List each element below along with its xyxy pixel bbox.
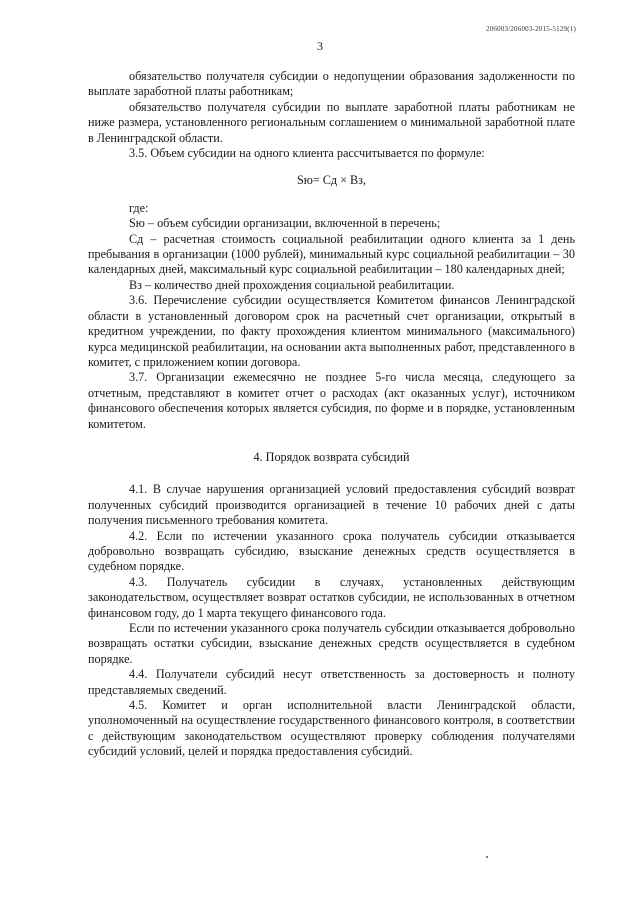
- paragraph-4-4: 4.4. Получатели субсидий несут ответственность за достоверность и полноту представляемых сведений.: [88, 667, 575, 697]
- subsidy-formula: Sю= Сд × Вз,: [296, 173, 367, 188]
- paragraph-4-3: 4.3. Получатель субсидии в случаях, установленных действующим законодательством, осуществляет возврат остатков субсидии, не использованных в отчетном финансовом году, до 1 марта текущего финансового года.: [88, 574, 575, 620]
- definition-v: Вз – количество дней прохождения социальной реабилитации.: [129, 277, 455, 292]
- paragraph-4-2: 4.2. Если по истечении указанного срока получатель субсидии отказывается добровольно возвращать субсидию, взыскание денежных средств осуществляется в судебном порядке.: [88, 528, 575, 574]
- paragraph-3-6: 3.6. Перечисление субсидии осуществляется Комитетом финансов Ленинградской области в установленный договором срок на расчетный счет организации, открытый в кредитном учреждении, по факту прохождения клиентом минимального (максимального) курса медицинской реабилитации, на основании акта выполненных работ, представленного в комитет, с приложением копии договора.: [88, 293, 575, 369]
- page-number: 3: [317, 39, 323, 53]
- document-id: 206003/206003-2015-5129(1): [486, 25, 576, 33]
- paragraph-4-1: 4.1. В случае нарушения организацией условий предоставления субсидий возврат полученных субсидий производится организацией в течение 10 рабочих дней с даты получения письменного требования комитета.: [88, 482, 575, 528]
- scan-speck: [486, 856, 488, 858]
- definition-c: Сд – расчетная стоимость социальной реабилитации одного клиента за 1 день пребывания в организации (1000 рублей), минимальный курс социальной реабилитации – 30 календарных дней, максимальный курс социальной реабилитации – 180 календарных дней;: [88, 231, 575, 277]
- section-heading-4: 4. Порядок возврата субсидий: [253, 449, 410, 464]
- paragraph-obligation-debt: обязательство получателя субсидии о недопущении образования задолженности по выплате заработной платы работникам;: [88, 69, 575, 99]
- paragraph-where: где:: [129, 200, 149, 215]
- paragraph-3-5: 3.5. Объем субсидии на одного клиента рассчитывается по формуле:: [129, 146, 485, 161]
- paragraph-4-3-cont: Если по истечении указанного срока получатель субсидии отказывается добровольно возвращать остатки субсидии, взыскание денежных средств осуществляется в судебном порядке.: [88, 621, 575, 666]
- paragraph-4-5: 4.5. Комитет и орган исполнительной власти Ленинградской области, уполномоченный на осуществление государственного финансового контроля, в соответствии с действующим законодательством осуществляют проверку соблюдения получателями субсидий условий, целей и порядка предоставления субсидий.: [88, 698, 575, 759]
- paragraph-obligation-wage: обязательство получателя субсидии по выплате заработной платы работникам не ниже размера, установленного региональным соглашением о минимальной заработной плате в Ленинградской области.: [88, 99, 575, 145]
- paragraph-3-7: 3.7. Организации ежемесячно не позднее 5-го числа месяца, следующего за отчетным, представляют в комитет отчет о расходах (акт оказанных услуг), источником финансового обеспечения которых является субсидия, по форме и в порядке, установленным комитетом.: [88, 370, 575, 431]
- definition-s: Sю – объем субсидии организации, включенной в перечень;: [129, 216, 441, 231]
- document-body: [88, 69, 575, 760]
